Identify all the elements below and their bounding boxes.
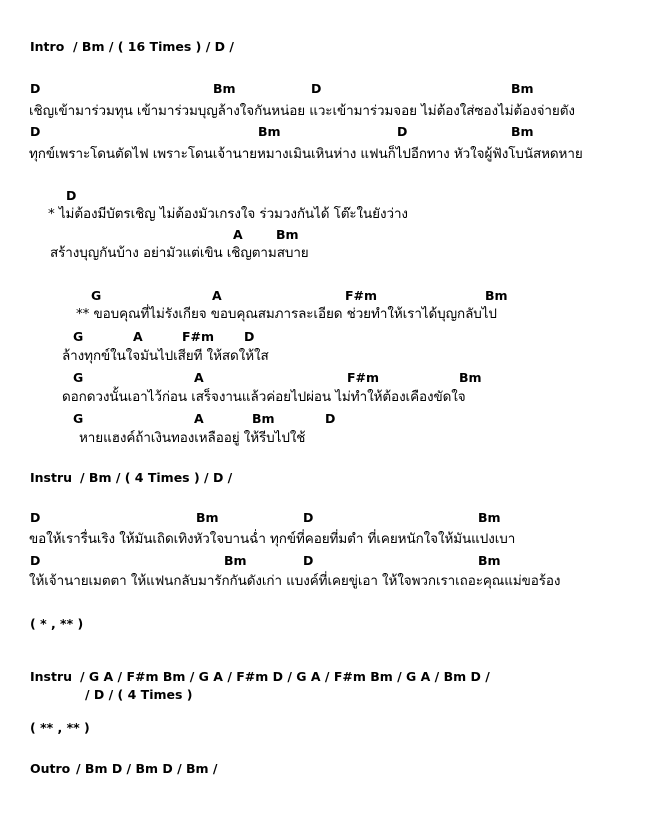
chord-label: D	[303, 510, 314, 525]
chord-label: Bm	[511, 124, 534, 139]
section-label: / G A / F#m Bm / G A / F#m D / G A / F#m Bm / G A / Bm D /	[80, 669, 490, 684]
chord-label: D	[30, 510, 41, 525]
chord-label: D	[311, 81, 322, 96]
chord-label: G	[73, 370, 84, 385]
chord-label: D	[244, 329, 255, 344]
chord-label: Bm	[252, 411, 275, 426]
chord-label: F#m	[182, 329, 215, 344]
chord-label: D	[30, 81, 41, 96]
chord-label: G	[91, 288, 102, 303]
section-label: Intro	[30, 39, 65, 54]
section-label: / Bm / ( 4 Times ) / D /	[80, 470, 233, 485]
chord-label: Bm	[485, 288, 508, 303]
chord-label: Bm	[276, 227, 299, 242]
lyric-text: ทุกข์เพราะโดนตัดไฟ เพราะโดนเจ้านายหมางเมินเหินห่าง แฟนก็ไปอีกทาง หัวใจผู้ฟังโบนัสหดหาย	[29, 146, 583, 162]
section-label: / Bm D / Bm D / Bm /	[76, 761, 218, 776]
lyric-text: ให้เจ้านายเมตตา ให้แฟนกลับมารักกันดังเก่า แบงค์ที่เคยขู่เอา ให้ใจพวกเราเถอะคุณแม่ขอร้อง	[29, 573, 561, 589]
chord-label: Bm	[213, 81, 236, 96]
section-label: ( * , ** )	[30, 616, 84, 631]
section-label: Outro	[30, 761, 71, 776]
chord-label: F#m	[347, 370, 380, 385]
chord-label: D	[303, 553, 314, 568]
chord-label: Bm	[196, 510, 219, 525]
section-label: ( ** , ** )	[30, 720, 90, 735]
chord-label: D	[30, 124, 41, 139]
lyric-text: หายแฮงค์ถ้าเงินทองเหลืออยู่ ให้รีบไปใช้	[79, 430, 306, 446]
chord-label: G	[73, 329, 84, 344]
chord-label: Bm	[478, 510, 501, 525]
chord-label: A	[133, 329, 143, 344]
chord-label: Bm	[478, 553, 501, 568]
lyric-text: ขอให้เรารื่นเริง ให้มันเถิดเทิงหัวใจบานฉ่ำ ทุกข์ที่คอยที่มตำ ที่เคยหนักใจให้มันแปงเบา	[29, 531, 516, 547]
lyric-text: สร้างบุญกันบ้าง อย่ามัวแต่เขิน เชิญตามสบาย	[50, 245, 309, 261]
lyric-text: * ไม่ต้องมีบัตรเชิญ ไม่ต้องมัวเกรงใจ ร่วมวงกันได้ โต๊ะในยังว่าง	[48, 206, 408, 222]
chord-label: A	[212, 288, 222, 303]
chord-label: Bm	[511, 81, 534, 96]
lyric-text: ล้างทุกข์ในใจมันไปเสียที ให้สดให้ใส	[62, 348, 269, 364]
chord-label: Bm	[459, 370, 482, 385]
section-label: / D / ( 4 Times )	[85, 687, 193, 702]
section-label: Instru	[30, 669, 73, 684]
lyric-text: เชิญเข้ามาร่วมทุน เข้ามาร่วมบุญล้างใจกันหน่อย แวะเข้ามาร่วมจอย ไม่ต้องใส่ซองไม่ต้องจ่ายตัง	[29, 103, 575, 119]
chord-label: D	[325, 411, 336, 426]
chord-label: Bm	[258, 124, 281, 139]
chord-label: A	[194, 411, 204, 426]
chord-label: A	[194, 370, 204, 385]
chord-label: D	[30, 553, 41, 568]
section-label: Instru	[30, 470, 73, 485]
chord-label: Bm	[224, 553, 247, 568]
chord-label: G	[73, 411, 84, 426]
chord-label: D	[66, 188, 77, 203]
lyric-text: ดอกดวงนั้นเอาไว้ก่อน เสร็จงานแล้วค่อยไปผ่อน ไม่ทำให้ต้องเคืองขัดใจ	[62, 389, 466, 405]
section-label: / Bm / ( 16 Times ) / D /	[73, 39, 234, 54]
lyric-text: ** ขอบคุณที่ไม่รังเกียจ ขอบคุณสมภารละเอียด ช่วยทำให้เราได้บุญกลับไป	[76, 306, 497, 322]
chord-label: A	[233, 227, 243, 242]
chord-label: D	[397, 124, 408, 139]
chord-label: F#m	[345, 288, 378, 303]
